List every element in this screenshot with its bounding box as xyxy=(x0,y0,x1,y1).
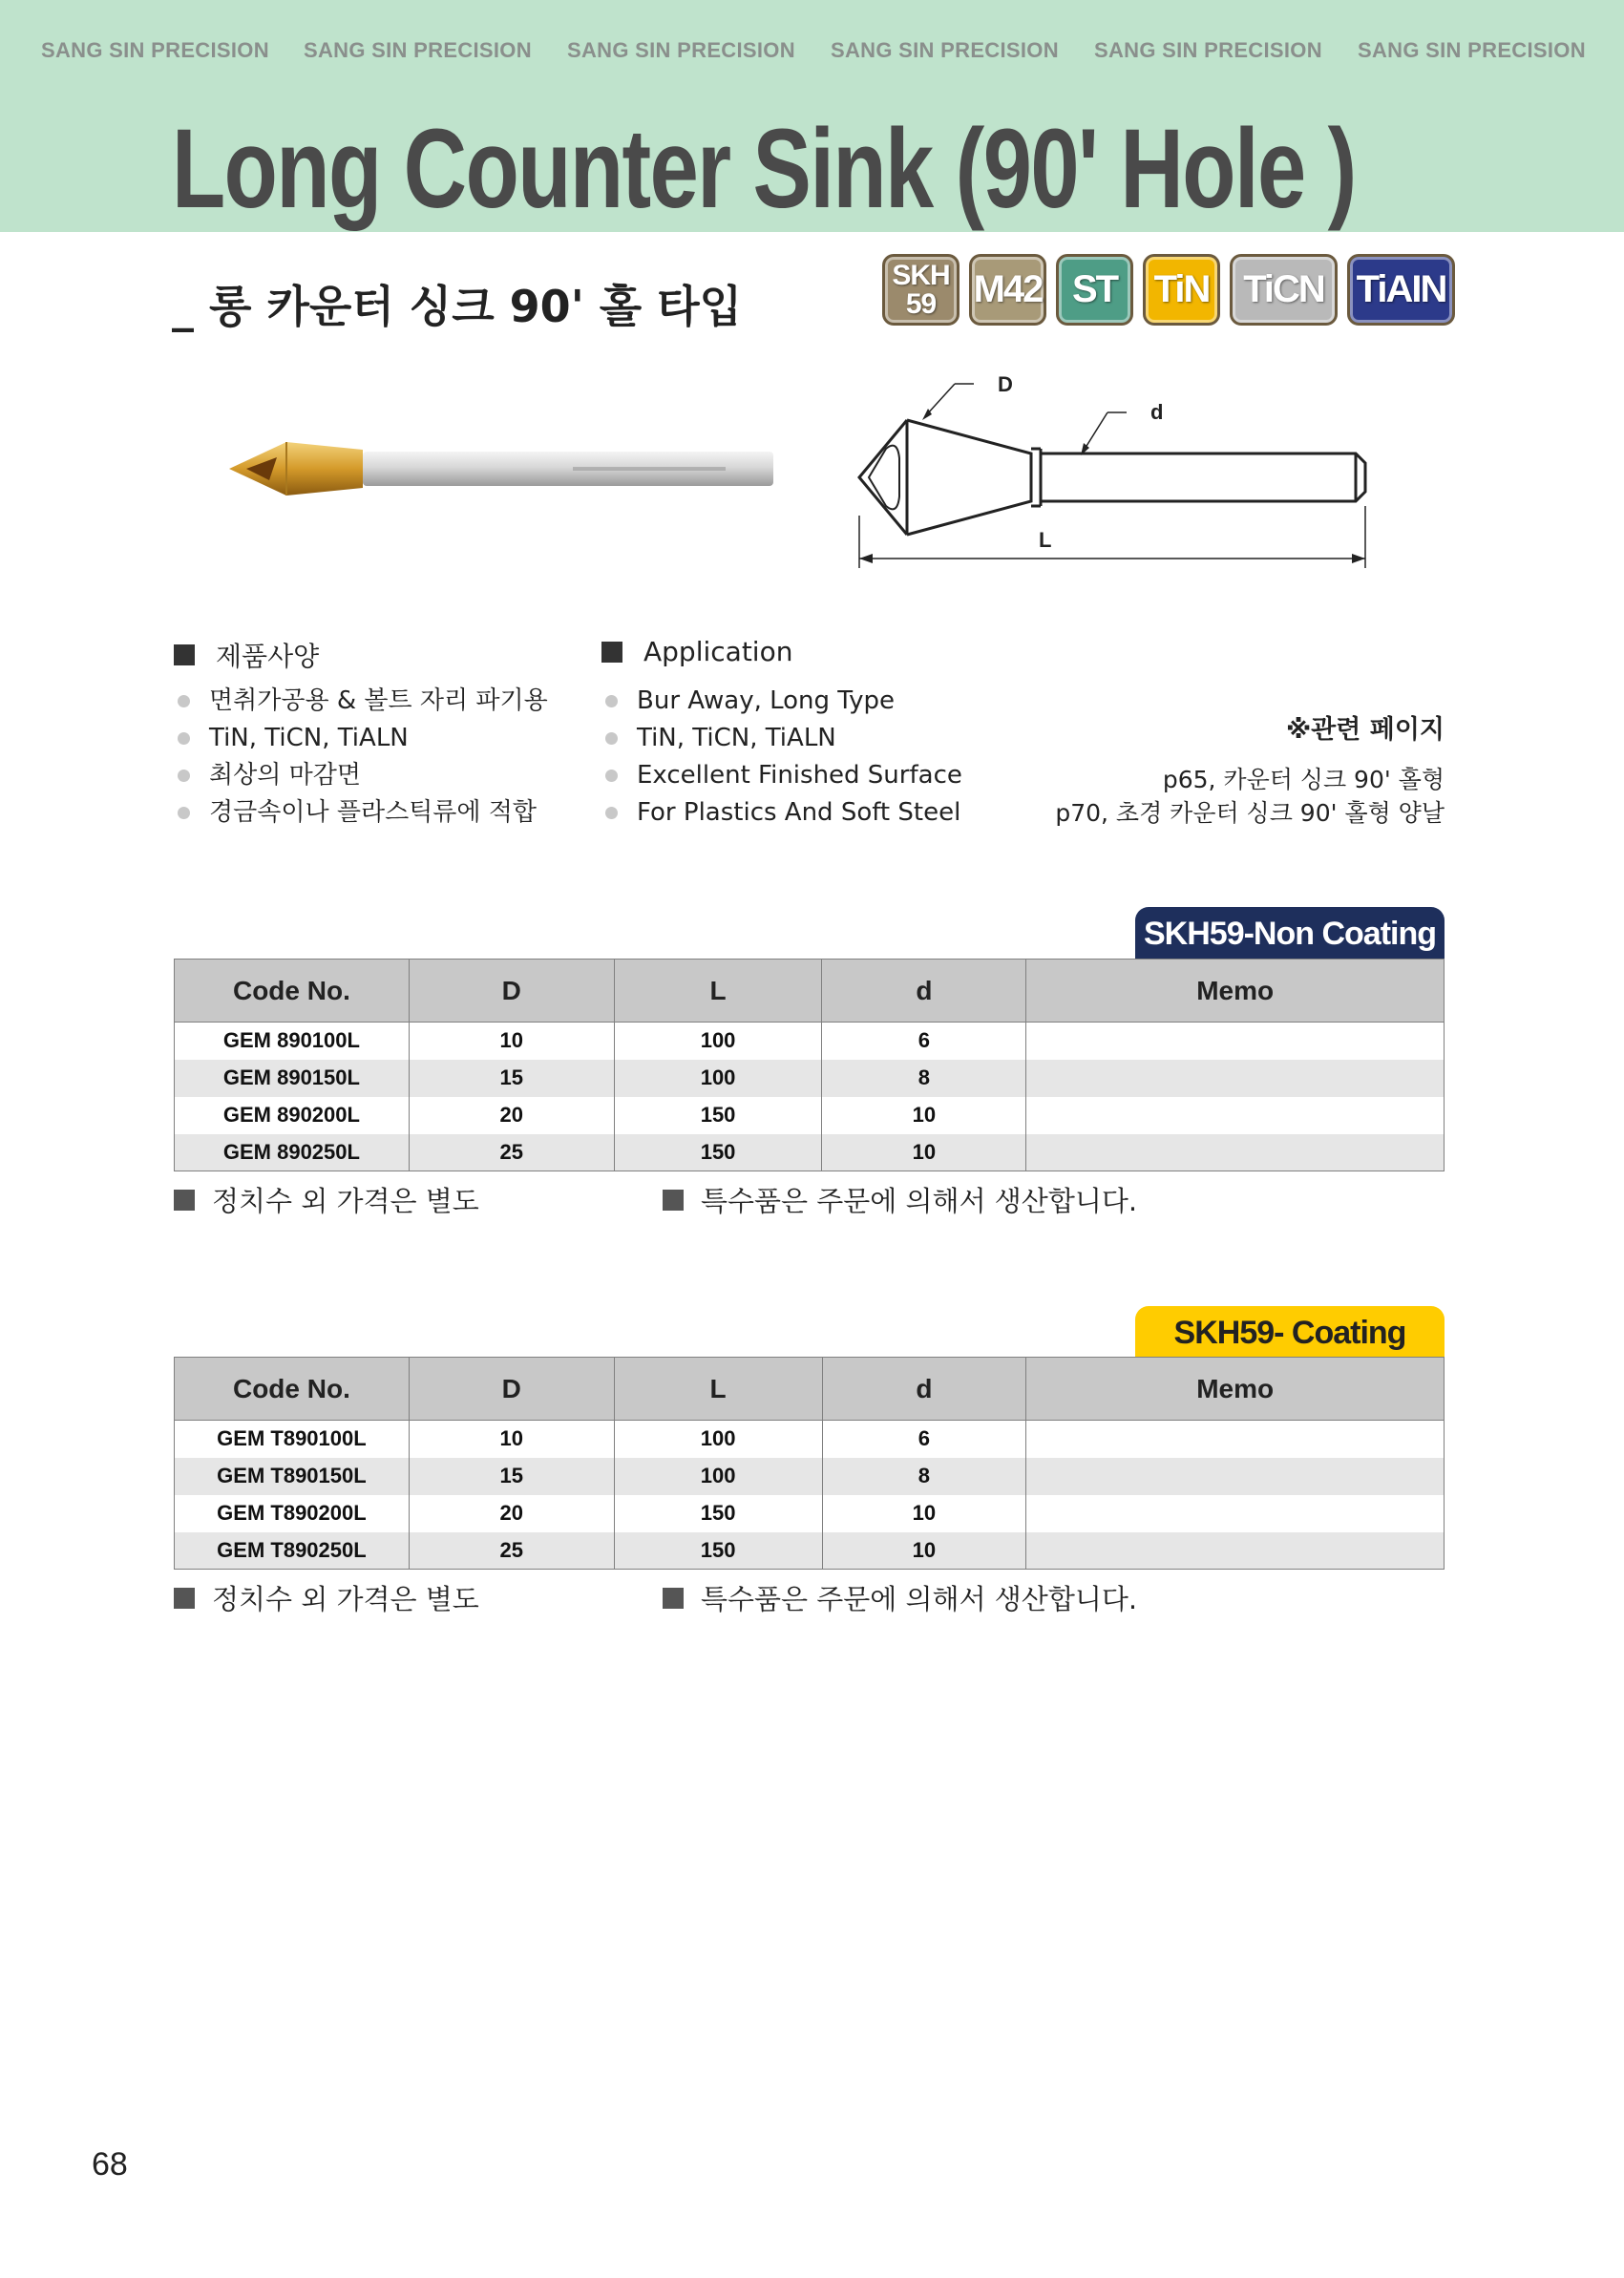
brand-text: SANG SIN PRECISION xyxy=(304,38,532,62)
square-bullet-icon xyxy=(174,1588,195,1609)
dot-icon xyxy=(605,807,618,819)
square-bullet-icon xyxy=(174,1190,195,1211)
table-row: GEM 890250L 25 150 10 xyxy=(175,1134,1445,1171)
list-item: TiN, TiCN, TiALN xyxy=(178,720,548,757)
table-row: GEM T890150L 15 100 8 xyxy=(175,1458,1445,1495)
table-row: GEM 890150L 15 100 8 xyxy=(175,1060,1445,1097)
special-order-note: 특수품은 주문에 의해서 생산합니다. xyxy=(663,1180,1137,1219)
application-heading xyxy=(601,636,792,667)
related-pages xyxy=(1055,708,1445,830)
list-item: TiN, TiCN, TiALN xyxy=(605,720,962,757)
col-d: d xyxy=(822,1358,1026,1421)
dimension-diagram xyxy=(840,363,1375,573)
label-L: L xyxy=(1039,528,1052,552)
list-item: 면취가공용 & 볼트 자리 파기용 xyxy=(178,683,548,720)
table-row: GEM T890250L 25 150 10 xyxy=(175,1532,1445,1570)
price-note: 정치수 외 가격은 별도 xyxy=(174,1578,479,1617)
col-memo: Memo xyxy=(1026,960,1445,1023)
square-bullet-icon xyxy=(663,1190,684,1211)
non-coating-tab: SKH59-Non Coating xyxy=(1135,907,1445,960)
price-note: 정치수 외 가격은 별도 xyxy=(174,1180,479,1219)
brand-text: SANG SIN PRECISION xyxy=(831,38,1059,62)
list-item: 최상의 마감면 xyxy=(178,757,548,794)
table-header-row xyxy=(175,960,1445,1023)
dot-icon xyxy=(605,732,618,745)
coating-tab: SKH59- Coating xyxy=(1135,1306,1445,1360)
list-item: 경금속이나 플라스틱류에 적합 xyxy=(178,794,548,832)
col-memo: Memo xyxy=(1026,1358,1445,1421)
list-item: For Plastics And Soft Steel xyxy=(605,794,962,832)
dot-icon xyxy=(605,770,618,782)
brand-text: SANG SIN PRECISION xyxy=(1094,38,1322,62)
col-D: D xyxy=(409,960,614,1023)
badge-skh59 xyxy=(882,254,960,326)
badge-ticn: TiCN xyxy=(1230,254,1338,326)
spec-list xyxy=(178,683,548,832)
table-row: GEM T890100L 10 100 6 xyxy=(175,1421,1445,1458)
col-d: d xyxy=(822,960,1026,1023)
brand-text: SANG SIN PRECISION xyxy=(41,38,269,62)
dot-icon xyxy=(605,695,618,707)
list-item: Excellent Finished Surface xyxy=(605,757,962,794)
col-L: L xyxy=(614,960,822,1023)
dot-icon xyxy=(178,695,190,707)
brand-text: SANG SIN PRECISION xyxy=(567,38,795,62)
col-code: Code No. xyxy=(175,960,410,1023)
page-subtitle: _ 롱 카운터 싱크 90' 홀 타입 xyxy=(172,281,743,332)
col-L: L xyxy=(614,1358,822,1421)
table-header-row xyxy=(175,1358,1445,1421)
spec-heading xyxy=(174,636,319,674)
application-list xyxy=(605,683,962,832)
page-title: Long Counter Sink (90' Hole ) xyxy=(172,106,1356,232)
related-line: p70, 초경 카운터 싱크 90' 홀형 양날 xyxy=(1055,799,1445,827)
square-bullet-icon xyxy=(601,642,622,663)
badge-m42: M42 xyxy=(969,254,1046,326)
badge-st: ST xyxy=(1056,254,1133,326)
product-photo xyxy=(220,425,792,511)
dot-icon xyxy=(178,732,190,745)
material-badges xyxy=(882,254,1455,326)
dot-icon xyxy=(178,807,190,819)
related-line: p65, 카운터 싱크 90' 홀형 xyxy=(1162,766,1445,793)
label-d: d xyxy=(1150,400,1164,424)
table-row: GEM 890100L 10 100 6 xyxy=(175,1023,1445,1060)
dot-icon xyxy=(178,770,190,782)
brand-text: SANG SIN PRECISION xyxy=(1358,38,1586,62)
list-item: Bur Away, Long Type xyxy=(605,683,962,720)
label-D: D xyxy=(998,372,1013,396)
table-row: GEM T890200L 20 150 10 xyxy=(175,1495,1445,1532)
badge-tin: TiN xyxy=(1143,254,1220,326)
special-order-note: 특수품은 주문에 의해서 생산합니다. xyxy=(663,1578,1137,1617)
coating-table xyxy=(174,1357,1445,1570)
spec-heading-text: 제품사양 xyxy=(216,641,320,672)
application-heading-text: Application xyxy=(643,636,793,667)
badge-tiain: TiAIN xyxy=(1347,254,1455,326)
table-row: GEM 890200L 20 150 10 xyxy=(175,1097,1445,1134)
square-bullet-icon xyxy=(663,1588,684,1609)
badge-skh59-line2: 59 xyxy=(905,287,937,320)
page-number: 68 xyxy=(92,2146,128,2183)
badge-skh59-line1: SKH xyxy=(892,259,950,291)
related-title: ※관련 페이지 xyxy=(1285,715,1445,745)
col-code: Code No. xyxy=(175,1358,410,1421)
square-bullet-icon xyxy=(174,644,195,665)
non-coating-table xyxy=(174,959,1445,1171)
col-D: D xyxy=(409,1358,614,1421)
